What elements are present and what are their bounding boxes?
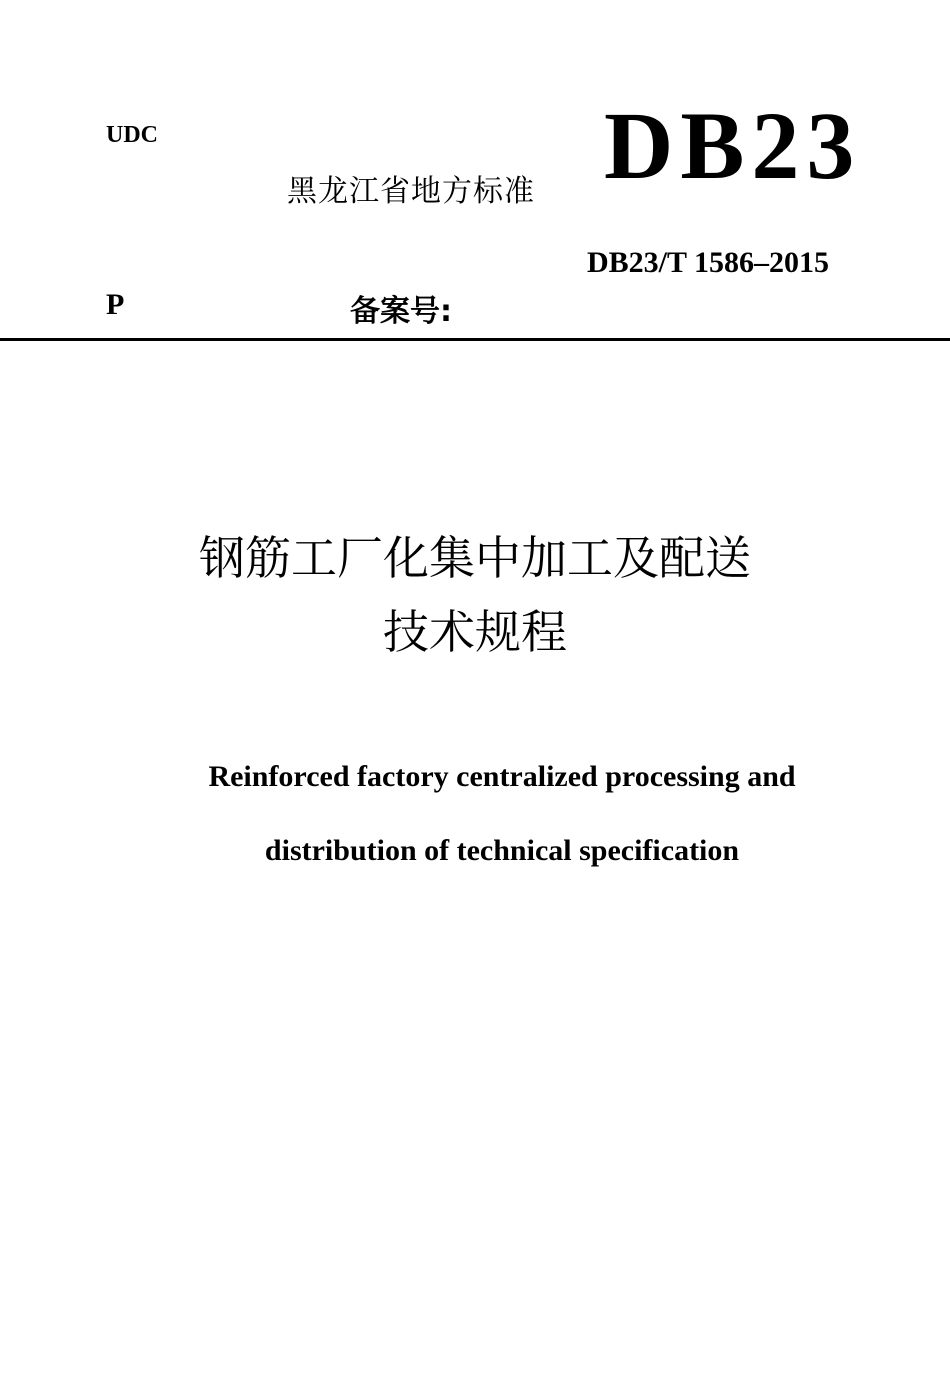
standard-number: DB23/T 1586–2015: [587, 246, 829, 279]
classification-code: P: [106, 288, 125, 321]
udc-label: UDC: [106, 122, 158, 148]
title-english-line-2: distribution of technical specification: [264, 834, 740, 867]
title-chinese-line-1: 钢筋工厂化集中加工及配送: [199, 531, 751, 585]
province-standard-label: 黑龙江省地方标准: [287, 174, 535, 209]
title-chinese-line-2: 技术规程: [383, 605, 567, 659]
record-number-label: 备案号:: [350, 294, 452, 329]
standard-code-mark: DB23: [604, 92, 862, 199]
title-english-line-1: Reinforced factory centralized processing and: [208, 760, 796, 793]
header-divider: [0, 338, 950, 341]
